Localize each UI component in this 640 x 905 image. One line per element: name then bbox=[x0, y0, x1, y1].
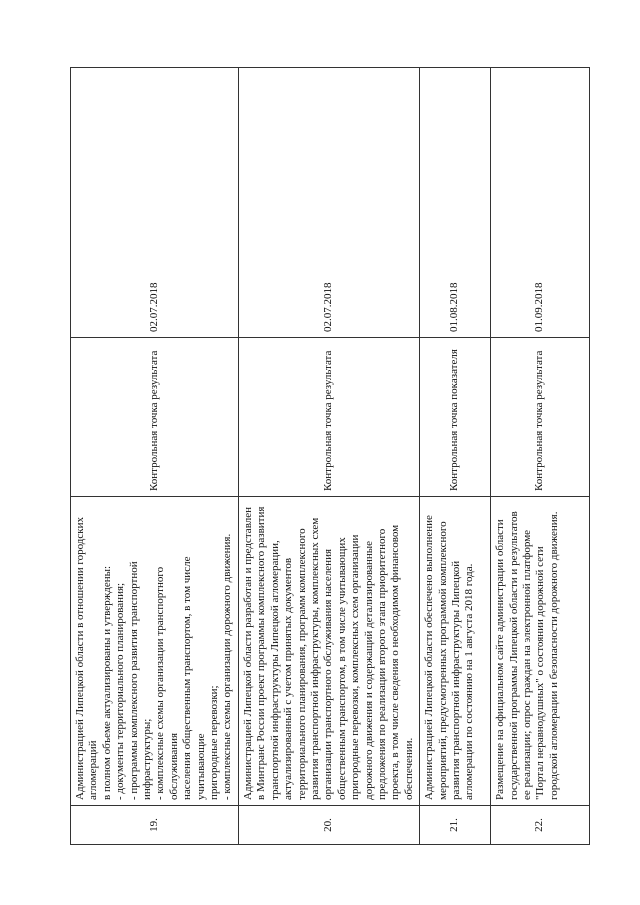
row-date: 02.07.2018 bbox=[71, 68, 239, 338]
row-number: 21. bbox=[420, 806, 491, 845]
table-row-21 bbox=[420, 68, 491, 845]
control-points-table bbox=[70, 67, 590, 845]
row-date: 01.09.2018 bbox=[491, 68, 590, 338]
row-number: 22. bbox=[491, 806, 590, 845]
row-date: 02.07.2018 bbox=[238, 68, 419, 338]
row-date: 01.08.2018 bbox=[420, 68, 491, 338]
table-row-20 bbox=[238, 68, 419, 845]
table-row-22 bbox=[491, 68, 590, 845]
row-control-type: Контрольная точка результата bbox=[491, 338, 590, 497]
description-line: Администрацией Липецкой области в отношении городских агломераций bbox=[74, 514, 100, 800]
row-number: 20. bbox=[238, 806, 419, 845]
description-line: - комплексные схемы организации транспортного обслуживания bbox=[154, 564, 180, 800]
row-description: Администрацией Липецкой области разработан и представлен в Минтранс России проект программы комплексного развития транспортной инфраструктуры Липецкой агломерации, актуализированный с учетом принятых документов территориального планирования, программ комплексного развития транспортной инфраструктуры, комплексных схем организации транспортного обслуживания населения общественным транспортом, в том числе учитывающих пригородные перевозки, комплексных схем организации дорожного движения и содержащий детализированные предложения по реализации второго этапа приоритетного проекта, в том числе сведения о необходимом финансовом обеспечении. bbox=[238, 497, 419, 806]
row-control-type: Контрольная точка показателя bbox=[420, 338, 491, 497]
description-line: - программы комплексного развития транспортной инфраструктуры; bbox=[127, 558, 154, 800]
description-line: - комплексные схемы организации дорожного движения. bbox=[221, 533, 234, 800]
row-number: 19. bbox=[71, 806, 239, 845]
row-control-type: Контрольная точка результата bbox=[71, 338, 239, 497]
description-line: населения общественным транспортом, в том числе учитывающие bbox=[181, 553, 207, 800]
table-row-19 bbox=[71, 68, 239, 845]
description-line: - документы территориального планирования; bbox=[114, 582, 127, 800]
row-description: Размещение на официальном сайте администрации области государственной программы Липецкой области и результатов ее реализации; опрос граждан на электронной платформе "Портал неравнодушных" о состоянии дорожной сети городской агломерации и безопасности дорожного движения. bbox=[491, 497, 590, 806]
row-description bbox=[71, 497, 239, 806]
description-line: в полном объеме актуализированы и утверждены: bbox=[100, 565, 113, 800]
rotated-table-wrapper bbox=[70, 67, 560, 845]
row-control-type: Контрольная точка результата bbox=[238, 338, 419, 497]
row-description: Администрацией Липецкой области обеспечено выполнение мероприятий, предусмотренных программой комплексного развития транспортной инфраструктуры Липецкой агломерации по состоянию на 1 августа 2018 года. bbox=[420, 497, 491, 806]
description-line: пригородные перевозки; bbox=[208, 685, 221, 800]
